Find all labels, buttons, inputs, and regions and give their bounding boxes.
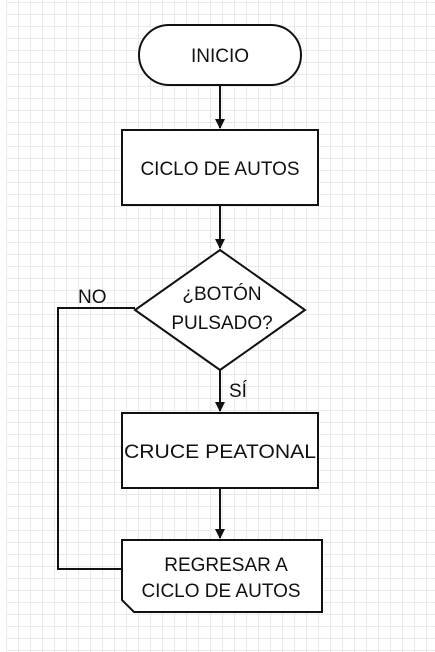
decision-diamond	[135, 250, 305, 370]
crossing-label: CRUCE PEATONAL	[124, 442, 316, 463]
return-label-line2: CICLO DE AUTOS	[141, 581, 301, 602]
decision-label-line2: PULSADO?	[171, 313, 273, 334]
no-edge-label: NO	[78, 287, 107, 308]
start-label: INICIO	[190, 46, 250, 67]
return-label-line1: REGRESAR A	[164, 555, 288, 576]
yes-edge-label: SÍ	[229, 381, 247, 402]
decision-label-line1: ¿BOTÓN	[182, 284, 262, 305]
car-cycle-label: CICLO DE AUTOS	[140, 159, 300, 180]
